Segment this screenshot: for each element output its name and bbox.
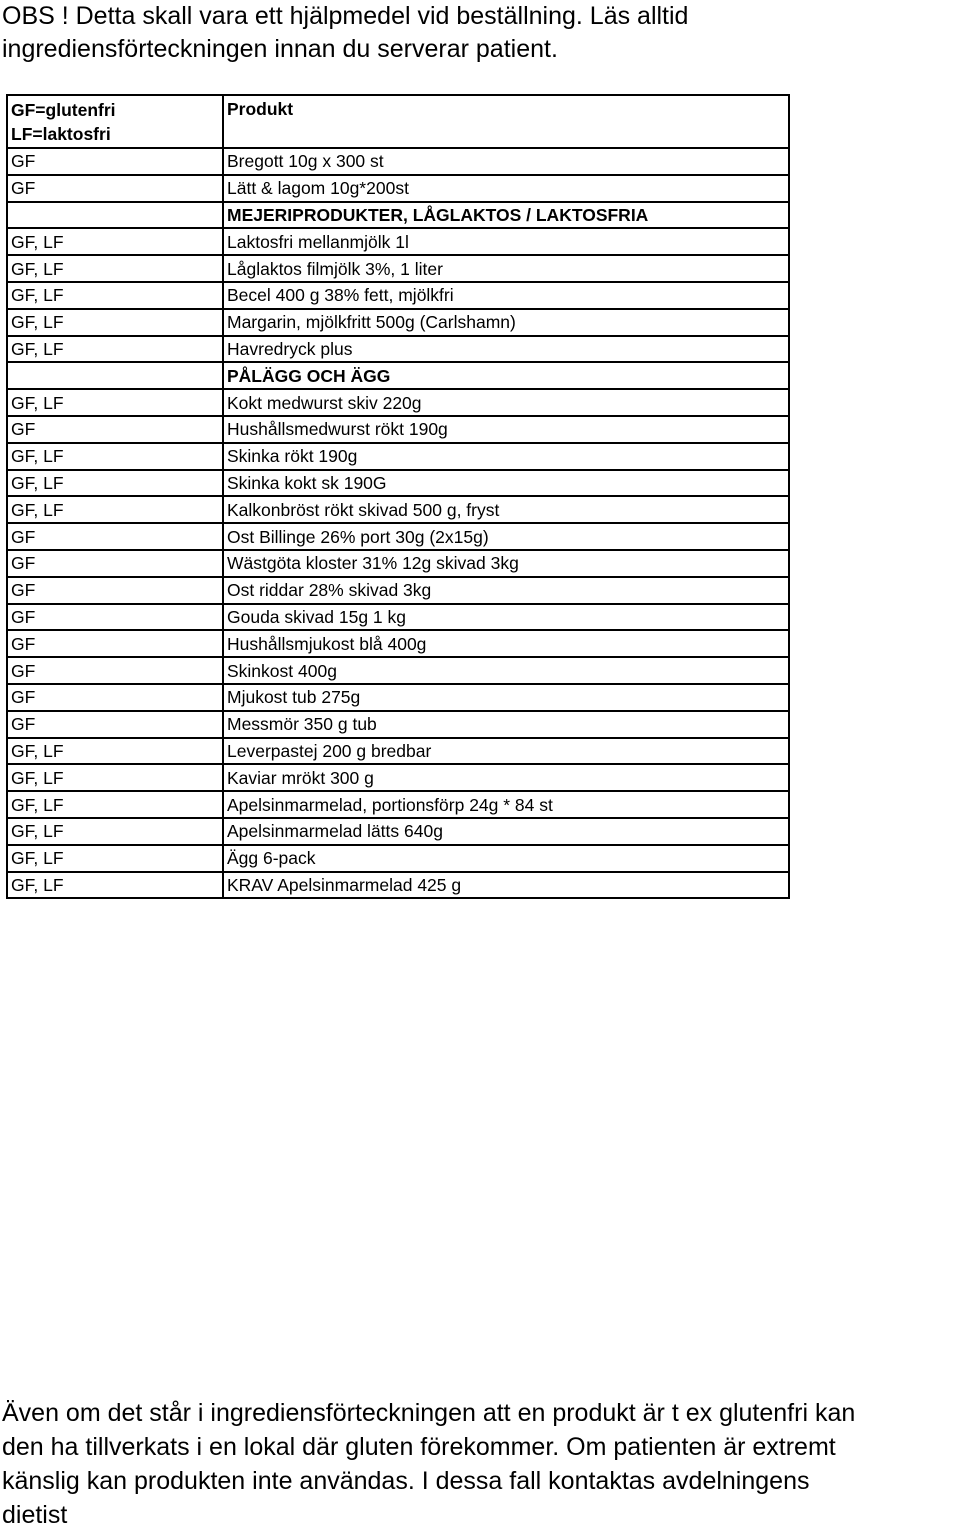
outro-line-4: dietist [2, 1501, 68, 1529]
category-row [7, 202, 789, 229]
legend-cell [7, 95, 223, 148]
product-cell: KRAV Apelsinmarmelad 425 g [223, 872, 789, 899]
diet-tag-cell: GF [7, 148, 223, 175]
table-row [7, 523, 789, 550]
category-row [7, 362, 789, 389]
product-cell: Mjukost tub 275g [223, 684, 789, 711]
category-heading: PÅLÄGG OCH ÄGG [223, 362, 789, 389]
table-row [7, 764, 789, 791]
product-cell: Skinka kokt sk 190G [223, 470, 789, 497]
intro-line-1: OBS ! Detta skall vara ett hjälpmedel vid beställning. Läs alltid [2, 2, 689, 30]
product-cell: Leverpastej 200 g bredbar [223, 738, 789, 765]
product-cell: Hushållsmedwurst rökt 190g [223, 416, 789, 443]
product-cell: Becel 400 g 38% fett, mjölkfri [223, 282, 789, 309]
diet-tag-cell: GF, LF [7, 255, 223, 282]
diet-tag-cell [7, 202, 223, 229]
table-row [7, 255, 789, 282]
table-row [7, 872, 789, 899]
diet-tag-cell: GF [7, 657, 223, 684]
table-row [7, 389, 789, 416]
diet-tag-cell: GF, LF [7, 496, 223, 523]
diet-tag-cell: GF, LF [7, 791, 223, 818]
outro-line-1: Även om det står i ingrediensförteckningen att en produkt är t ex glutenfri kan [2, 1399, 856, 1427]
table-row [7, 470, 789, 497]
table-row [7, 738, 789, 765]
outro-notice [2, 1396, 958, 1532]
table-row [7, 791, 789, 818]
table-row [7, 336, 789, 363]
table-row [7, 175, 789, 202]
product-cell: Ost riddar 28% skivad 3kg [223, 577, 789, 604]
diet-tag-cell: GF, LF [7, 764, 223, 791]
product-cell: Hushållsmjukost blå 400g [223, 630, 789, 657]
product-cell: Låglaktos filmjölk 3%, 1 liter [223, 255, 789, 282]
table-row [7, 657, 789, 684]
diet-tag-cell: GF [7, 711, 223, 738]
diet-tag-cell: GF [7, 684, 223, 711]
table-row [7, 228, 789, 255]
category-heading: MEJERIPRODUKTER, LÅGLAKTOS / LAKTOSFRIA [223, 202, 789, 229]
diet-tag-cell: GF, LF [7, 336, 223, 363]
product-cell: Messmör 350 g tub [223, 711, 789, 738]
outro-line-2: den ha tillverkats i en lokal där gluten förekommer. Om patienten är extremt [2, 1433, 836, 1461]
diet-tag-cell: GF [7, 175, 223, 202]
diet-tag-cell: GF, LF [7, 282, 223, 309]
product-cell: Laktosfri mellanmjölk 1l [223, 228, 789, 255]
product-cell: Ost Billinge 26% port 30g (2x15g) [223, 523, 789, 550]
diet-tag-cell [7, 362, 223, 389]
table-row [7, 309, 789, 336]
product-table [6, 94, 790, 899]
diet-tag-cell: GF, LF [7, 470, 223, 497]
legend-gf: GF=glutenfri [11, 100, 116, 120]
table-row [7, 577, 789, 604]
diet-tag-cell: GF [7, 550, 223, 577]
product-cell: Apelsinmarmelad, portionsförp 24g * 84 st [223, 791, 789, 818]
product-cell: Skinka rökt 190g [223, 443, 789, 470]
product-cell: Kaviar mrökt 300 g [223, 764, 789, 791]
diet-tag-cell: GF [7, 630, 223, 657]
product-cell: Ägg 6-pack [223, 845, 789, 872]
table-row [7, 604, 789, 631]
product-cell: Bregott 10g x 300 st [223, 148, 789, 175]
table-row [7, 845, 789, 872]
product-cell: Kokt medwurst skiv 220g [223, 389, 789, 416]
table-row [7, 496, 789, 523]
table-row [7, 148, 789, 175]
outro-line-3: känslig kan produkten inte användas. I dessa fall kontaktas avdelningens [2, 1467, 810, 1495]
table-row [7, 630, 789, 657]
table-row [7, 443, 789, 470]
diet-tag-cell: GF, LF [7, 309, 223, 336]
intro-notice [2, 0, 942, 66]
diet-tag-cell: GF [7, 416, 223, 443]
diet-tag-cell: GF, LF [7, 872, 223, 899]
product-table-body [7, 95, 789, 898]
table-row [7, 416, 789, 443]
header-product: Produkt [223, 95, 789, 148]
table-header-row [7, 95, 789, 148]
diet-tag-cell: GF, LF [7, 818, 223, 845]
legend-lf: LF=laktosfri [11, 124, 111, 144]
diet-tag-cell: GF, LF [7, 389, 223, 416]
product-cell: Gouda skivad 15g 1 kg [223, 604, 789, 631]
diet-tag-cell: GF, LF [7, 738, 223, 765]
product-cell: Skinkost 400g [223, 657, 789, 684]
product-cell: Margarin, mjölkfritt 500g (Carlshamn) [223, 309, 789, 336]
table-row [7, 711, 789, 738]
diet-tag-cell: GF, LF [7, 443, 223, 470]
diet-tag-cell: GF, LF [7, 845, 223, 872]
product-cell: Wästgöta kloster 31% 12g skivad 3kg [223, 550, 789, 577]
product-cell: Lätt & lagom 10g*200st [223, 175, 789, 202]
diet-tag-cell: GF [7, 523, 223, 550]
table-row [7, 684, 789, 711]
product-cell: Apelsinmarmelad lätts 640g [223, 818, 789, 845]
diet-tag-cell: GF, LF [7, 228, 223, 255]
product-cell: Kalkonbröst rökt skivad 500 g, fryst [223, 496, 789, 523]
diet-tag-cell: GF [7, 577, 223, 604]
table-row [7, 818, 789, 845]
table-row [7, 550, 789, 577]
table-row [7, 282, 789, 309]
diet-tag-cell: GF [7, 604, 223, 631]
product-cell: Havredryck plus [223, 336, 789, 363]
intro-line-2: ingrediensförteckningen innan du serverar patient. [2, 35, 558, 63]
